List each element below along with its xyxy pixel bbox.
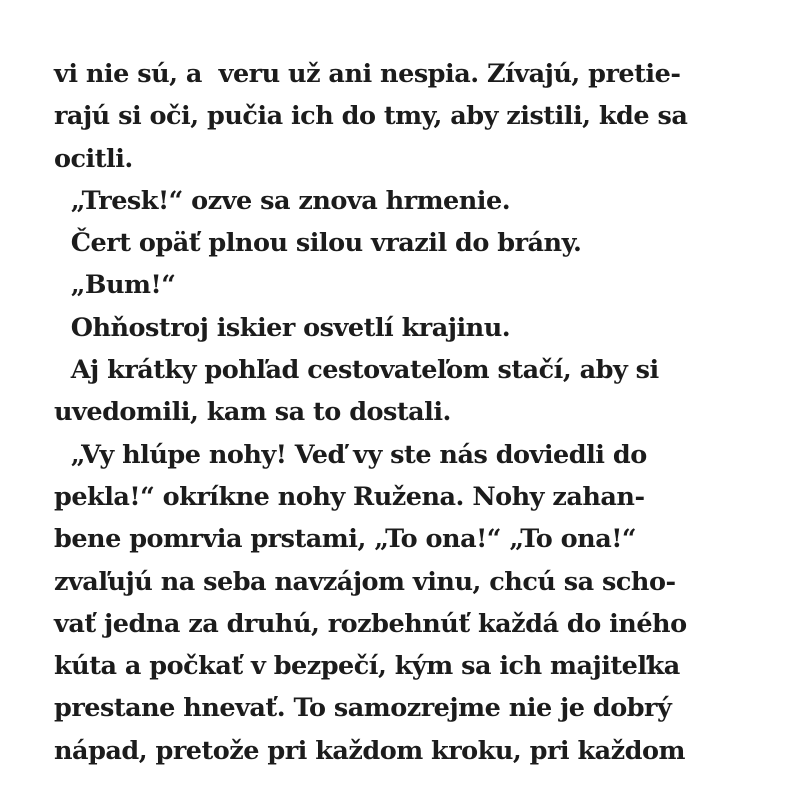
text-line: bene pomrvia prstami, „To ona!“ „To ona!“ — [54, 524, 637, 555]
text-line: vi nie sú, a veru už ani nespia. Zívajú, pretie- — [54, 59, 681, 89]
text-line: zvaľujú na seba navzájom vinu, chcú sa scho- — [54, 566, 676, 597]
text-line: Ohňostroj iskier osvetlí krajinu. — [54, 312, 511, 343]
text-line: Aj krátky pohľad cestovateľom stačí, aby si — [54, 355, 659, 386]
text-line: vať jedna za druhú, rozbehnúť každá do iného — [54, 608, 687, 639]
text-line: „Vy hlúpe nohy! Veď vy ste nás doviedli do — [54, 439, 647, 470]
text-line: „Tresk!“ ozve sa znova hrmenie. — [54, 185, 511, 216]
text-line: rajú si oči, pučia ich do tmy, aby zistili, kde sa — [54, 101, 688, 132]
body-text — [54, 53, 754, 772]
text-line: Čert opäť plnou silou vrazil do brány. — [54, 228, 582, 259]
text-line: kúta a počkať v bezpečí, kým sa ich majiteľka — [54, 651, 680, 682]
text-line: ocitli. — [54, 143, 133, 174]
text-line: pekla!“ okríkne nohy Ružena. Nohy zahan- — [54, 481, 645, 512]
text-line: prestane hnevať. To samozrejme nie je dobrý — [54, 693, 672, 724]
text-line: „Bum!“ — [54, 270, 176, 301]
text-line: nápad, pretože pri každom kroku, pri každom — [54, 735, 685, 766]
text-line: uvedomili, kam sa to dostali. — [54, 397, 451, 428]
